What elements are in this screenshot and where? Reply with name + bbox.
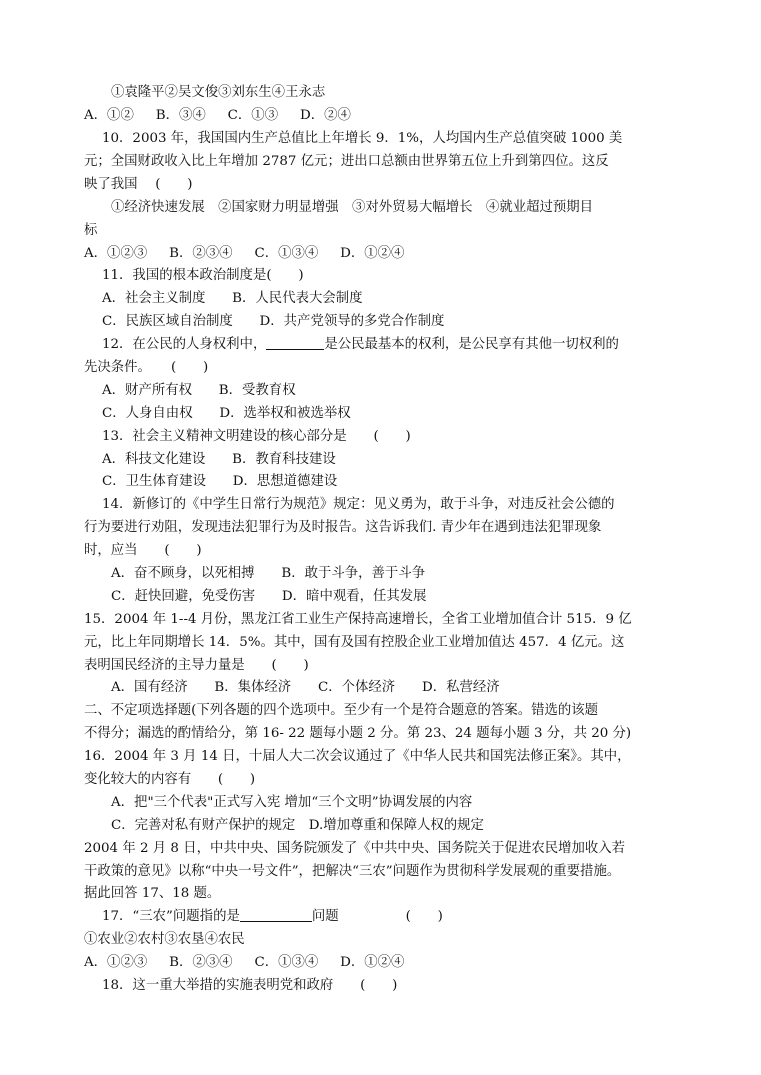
q17-stem <box>102 906 443 929</box>
q13-choices-ab: A．科技文化建设 B．教育科技建设 <box>102 452 336 467</box>
q10-option-list: ①经济快速发展 ②国家财力明显增强 ③对外贸易大幅增长 ④就业超过预期目 <box>111 200 594 215</box>
q11-choices-cd: C．民族区域自治制度 D．共产党领导的多党合作制度 <box>102 314 445 329</box>
q10-stem-line1: 10．2003 年，我国国内生产总值比上年增长 9．1%，人均国内生产总值突破 1000 美 <box>102 131 623 146</box>
q10-choices: A．①②③ B．②③④ C．①③④ D．①②④ <box>84 246 405 261</box>
q17-option-list: ①农业②农村③农垦④农民 <box>84 932 245 947</box>
passage-line2: 干政策的意见》以称“中央一号文件”，把解决“三农”问题作为贯彻科学发展观的重要措施。 <box>84 864 621 879</box>
section2-heading-line1: 二、不定项选择题(下列各题的四个选项中。至少有一个是符合题意的答案。错选的该题 <box>84 703 599 718</box>
q10-stem-line3: 映了我国 ( ) <box>84 177 193 192</box>
q16-stem-line2: 变化较大的内容有 ( ) <box>84 772 256 787</box>
q15-choices: A．国有经济 B．集体经济 C．个体经济 D．私营经济 <box>111 680 500 695</box>
answer-blank <box>266 334 324 350</box>
passage-line3: 据此回答 17、18 题。 <box>84 886 221 901</box>
q12-stem-line1 <box>102 334 619 357</box>
q13-choices-cd: C．卫生体育建设 D．思想道德建设 <box>102 474 338 489</box>
q14-choices-ab: A．奋不顾身，以死相搏 B．敢于斗争，善于斗争 <box>111 566 426 581</box>
q15-stem-line1: 15．2004 年 1--4 月份，黑龙江省工业生产保持高速增长，全省工业增加值合计 515．9 亿 <box>84 612 632 627</box>
q12-choices-ab: A．财产所有权 B．受教育权 <box>102 383 296 398</box>
q16-choices-cd: C．完善对私有财产保护的规定 D.增加尊重和保障人权的规定 <box>111 818 484 833</box>
q17-stem-end: 问题 ( ) <box>311 909 443 924</box>
section2-heading-line2: 不得分；漏选的酌情给分，第 16- 22 题每小题 2 分。第 23、24 题每小题 3 分，共 20 分) <box>84 726 632 741</box>
q15-stem-line3: 表明国民经济的主导力量是 ( ) <box>84 658 309 673</box>
q12-stem-end: 是公民最基本的权利，是公民享有其他一切权利的 <box>324 337 619 352</box>
q16-stem-line1: 16．2004 年 3 月 14 日，十届人大二次会议通过了《中华人民共和国宪法修正案》。其中， <box>84 749 631 764</box>
q12-stem-line2: 先决条件。 ( ) <box>84 360 209 375</box>
q13-stem: 13．社会主义精神文明建设的核心部分是 ( ) <box>102 429 411 444</box>
q12-stem-start: 12．在公民的人身权利中， <box>102 337 267 352</box>
q11-stem: 11．我国的根本政治制度是( ) <box>102 268 304 283</box>
q17-choices: A．①②③ B．②③④ C．①③④ D．①②④ <box>84 955 405 970</box>
q15-stem-line2: 元，比上年同期增长 14．5%。其中，国有及国有控股企业工业增加值达 457．4 亿元。这 <box>84 635 625 650</box>
q10-stem-line2: 元；全国财政收入比上年增加 2787 亿元；进出口总额由世界第五位上升到第四位。这反 <box>84 154 609 169</box>
q17-stem-start: 17．“三农”问题指的是 <box>102 909 240 924</box>
q12-choices-cd: C．人身自由权 D．选举权和被选举权 <box>102 406 351 421</box>
q16-choices-ab: A．把"三个代表"正式写入宪 增加“三个文明”协调发展的内容 <box>111 795 473 810</box>
q18-stem: 18．这一重大举措的实施表明党和政府 ( ) <box>102 978 398 993</box>
q11-choices-ab: A．社会主义制度 B．人民代表大会制度 <box>102 291 363 306</box>
q14-choices-cd: C．赶快回避，免受伤害 D．暗中观看，任其发展 <box>111 589 427 604</box>
q9-choices: A．①② B．③④ C．①③ D．②④ <box>84 108 351 123</box>
q14-stem-line3: 时，应当 ( ) <box>84 543 202 558</box>
q10-option-list-cont: 标 <box>84 223 98 238</box>
q14-stem-line2: 行为要进行劝阻，发现违法犯罪行为及时报告。这告诉我们. 青少年在遇到违法犯罪现象 <box>84 520 602 535</box>
passage-line1: 2004 年 2 月 8 日，中共中央、国务院颁发了《中共中央、国务院关于促进农民增加收入若 <box>84 841 626 856</box>
q14-stem-line1: 14．新修订的《中学生日常行为规范》规定：见义勇为，敢于斗争，对违反社会公德的 <box>102 497 615 512</box>
q9-option-list: ①袁隆平②吴文俊③刘东生④王永志 <box>111 85 326 100</box>
answer-blank <box>240 906 312 922</box>
